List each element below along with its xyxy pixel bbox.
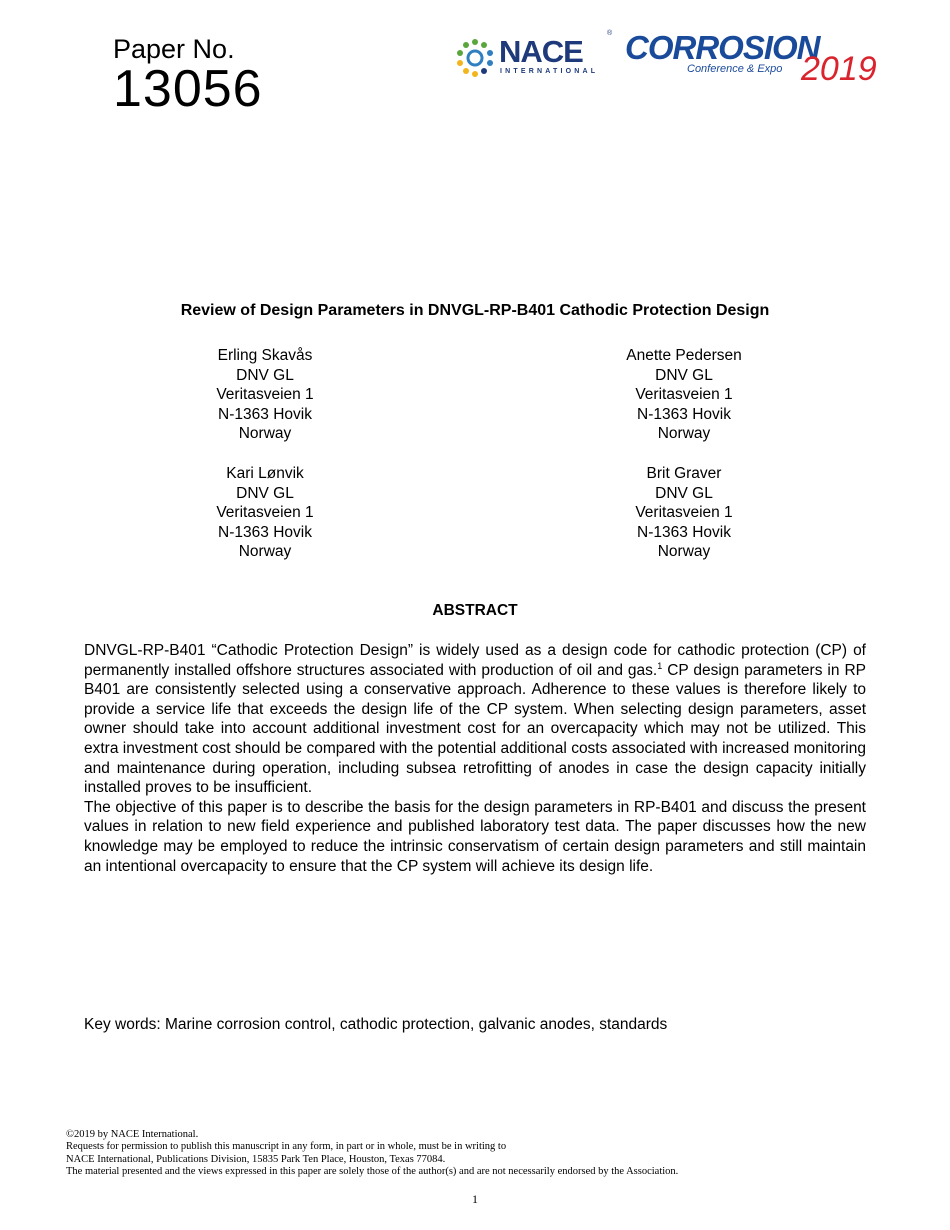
author-street: Veritasveien 1 — [635, 504, 733, 522]
paper-number: 13056 — [113, 60, 263, 118]
author-organization: DNV GL — [236, 366, 294, 384]
author-street: Veritasveien 1 — [216, 504, 314, 522]
paper-number-label: Paper No. — [113, 34, 235, 64]
reference-superscript: 1 — [657, 660, 663, 671]
corrosion-wordmark: CORROSION — [625, 29, 820, 66]
author-block — [564, 346, 804, 444]
footer-line: NACE International, Publications Division, 15835 Park Ten Place, Houston, Texas 77084. — [66, 1153, 446, 1165]
author-organization: DNV GL — [236, 484, 294, 502]
copyright-line: ©2019 by NACE International. — [66, 1129, 199, 1140]
page-number: 1 — [472, 1192, 478, 1206]
abstract-paragraph: The objective of this paper is to describe the basis for the design parameters in RP-B401 and discuss the present values in relation to new field experience and published laboratory test data. The paper discusses how the new knowledge may be employed to reduce the intrinsic conservatism of certain design parameters and still maintain an intentional overcapacity to ensure that the CP system will achieve its design life. — [84, 798, 866, 875]
corrosion-2019-logo — [625, 30, 885, 88]
footer-line: Requests for permission to publish this manuscript in any form, in part or in whole, must be in writing to — [66, 1141, 507, 1153]
author-country: Norway — [657, 425, 711, 443]
author-block — [145, 346, 385, 444]
author-organization: DNV GL — [655, 366, 713, 384]
author-block — [564, 464, 804, 562]
author-country: Norway — [238, 425, 292, 443]
author-city: N-1363 Hovik — [218, 523, 312, 541]
abstract-body — [84, 641, 866, 876]
author-name: Brit Graver — [646, 465, 722, 482]
author-block — [145, 464, 385, 562]
nace-wordmark: NACE — [499, 34, 583, 69]
corrosion-subtitle: Conference & Expo — [687, 63, 783, 75]
abstract-heading: ABSTRACT — [432, 602, 518, 619]
paper-title: Review of Design Parameters in DNVGL-RP-B401 Cathodic Protection Design — [180, 302, 770, 319]
abstract-text: CP design parameters in RP B401 are consistently selected using a conservative approach. Adherence to these values is therefore likely to provide a service life that exceeds the design life of the CP system. When selecting design parameters, asset owner should take into account additional investment cost for an overcapacity which may not be utilized. This extra investment cost should be compared with the potential additional costs associated with increased monitoring and maintenance during operation, including subsea retrofitting of anodes in case the design capacity initially installed proves to be insufficient. — [84, 661, 866, 797]
corrosion-year: 2019 — [801, 50, 877, 88]
author-street: Veritasveien 1 — [635, 386, 733, 404]
author-name: Erling Skavås — [217, 347, 313, 364]
author-country: Norway — [238, 543, 292, 561]
footer-line: The material presented and the views expressed in this paper are solely those of the author(s) and are not necessarily endorsed by the Association. — [66, 1166, 679, 1178]
nace-flower-icon — [453, 36, 497, 80]
nace-subtitle: INTERNATIONAL — [500, 68, 599, 75]
author-country: Norway — [657, 543, 711, 561]
author-city: N-1363 Hovik — [637, 405, 731, 423]
abstract-text: DNVGL-RP-B401 “Cathodic Protection Design” is widely used as a design code for cathodic protection (CP) of permanently installed offshore structures associated with production of oil and gas. — [84, 642, 866, 679]
abstract-paragraph — [84, 641, 866, 798]
registered-mark: ® — [607, 30, 613, 37]
author-organization: DNV GL — [655, 484, 713, 502]
keywords: Key words: Marine corrosion control, cathodic protection, galvanic anodes, standards — [84, 1016, 668, 1033]
copyright-footer — [66, 1129, 678, 1179]
author-name: Kari Lønvik — [226, 465, 304, 482]
nace-logo — [453, 30, 613, 80]
author-city: N-1363 Hovik — [637, 523, 731, 541]
author-street: Veritasveien 1 — [216, 386, 314, 404]
author-city: N-1363 Hovik — [218, 405, 312, 423]
author-name: Anette Pedersen — [626, 347, 742, 364]
